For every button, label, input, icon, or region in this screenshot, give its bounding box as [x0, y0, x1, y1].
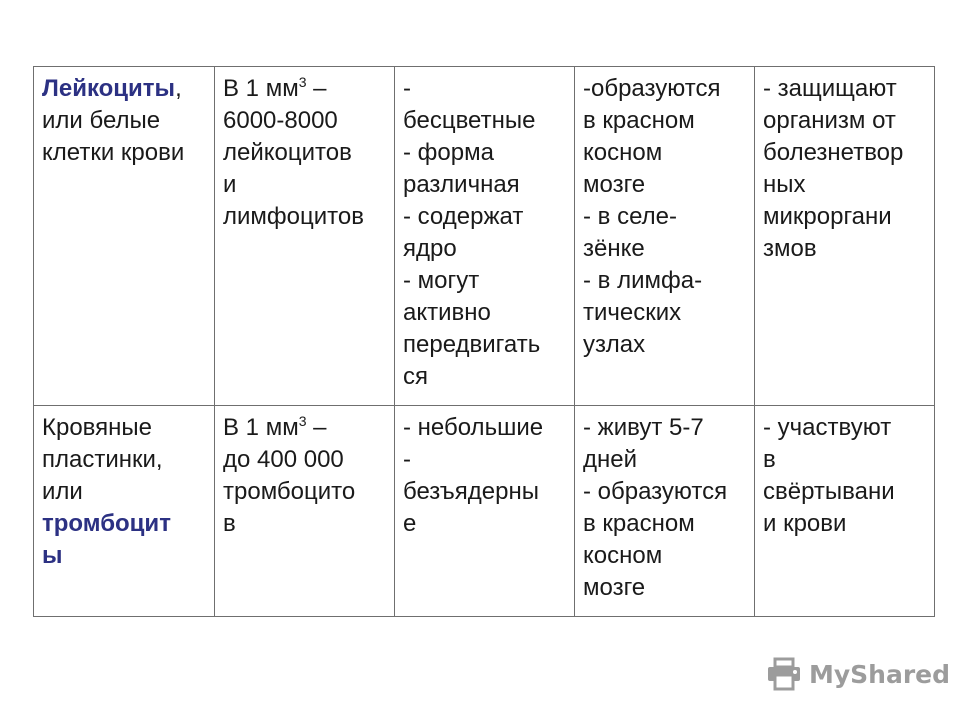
- name-line: [42, 412, 210, 444]
- cell-line: ся: [403, 363, 428, 390]
- cell-line: организм от: [763, 107, 896, 134]
- count-text: в: [223, 510, 236, 537]
- cell-name-accent: ы: [42, 542, 63, 569]
- cell-name-accent: тромбоцит: [42, 510, 171, 537]
- cell-line: - в лимфа-: [583, 267, 703, 294]
- cell-line: бесцветные: [403, 107, 536, 134]
- cell-line: активно: [403, 299, 491, 326]
- count-line: [223, 137, 390, 169]
- count-dash: –: [306, 414, 327, 441]
- cell-name-accent: Лейкоциты: [42, 75, 176, 102]
- cell-line: - форма: [403, 139, 494, 166]
- cell-name-text: пластинки,: [42, 446, 163, 473]
- cell-line: - живут 5-7: [583, 414, 704, 441]
- name-line: [42, 444, 210, 476]
- cell-line: -: [403, 446, 411, 473]
- table-row-thrombocytes: [34, 406, 935, 617]
- cell-line: различная: [403, 171, 520, 198]
- cell-line: ядро: [403, 235, 457, 262]
- name-line: [42, 105, 210, 137]
- name-line: [42, 508, 210, 540]
- cell-line: косном: [583, 542, 663, 569]
- cell-function: [755, 406, 935, 617]
- cell-count: [215, 67, 395, 406]
- cell-name-text: ,: [175, 75, 182, 102]
- cell-name: [34, 406, 215, 617]
- count-text: до 400 000: [223, 446, 344, 473]
- cell-features: [395, 406, 575, 617]
- count-text: тромбоцито: [223, 478, 356, 505]
- table-row-leukocytes: [34, 67, 935, 406]
- name-line: [42, 137, 210, 169]
- cell-line: змов: [763, 235, 817, 262]
- cell-line: тических: [583, 299, 682, 326]
- cell-line: ных: [763, 171, 806, 198]
- cell-line: мозге: [583, 574, 646, 601]
- watermark-text: MyShared: [809, 659, 951, 689]
- name-line: [42, 476, 210, 508]
- cell-line: -образуются: [583, 75, 721, 102]
- cell-line: свёртывани: [763, 478, 895, 505]
- blood-cells-table: [33, 66, 935, 617]
- cell-line: узлах: [583, 331, 646, 358]
- cell-line: в красном: [583, 510, 695, 537]
- cell-formation: [575, 67, 755, 406]
- cell-name-text: или белые: [42, 107, 161, 134]
- count-text: лимфоцитов: [223, 203, 364, 230]
- cell-line: - образуются: [583, 478, 728, 505]
- cell-function: [755, 67, 935, 406]
- count-line: [223, 476, 390, 508]
- count-line: [223, 105, 390, 137]
- cell-line: - в селе-: [583, 203, 677, 230]
- count-text: 6000-8000: [223, 107, 338, 134]
- cell-line: в: [763, 446, 776, 473]
- count-superscript: 3: [298, 413, 307, 429]
- count-line: [223, 412, 390, 444]
- cell-line: в красном: [583, 107, 695, 134]
- name-line: [42, 73, 210, 105]
- count-line: [223, 444, 390, 476]
- cell-line: - могут: [403, 267, 480, 294]
- count-text: лейкоцитов: [223, 139, 352, 166]
- count-line: [223, 201, 390, 233]
- count-dash: –: [306, 75, 327, 102]
- cell-line: косном: [583, 139, 663, 166]
- cell-line: - участвуют: [763, 414, 892, 441]
- cell-line: и крови: [763, 510, 847, 537]
- cell-line: дней: [583, 446, 638, 473]
- count-superscript: 3: [298, 74, 307, 90]
- cell-line: - защищают: [763, 75, 897, 102]
- cell-name-text: Кровяные: [42, 414, 153, 441]
- cell-line: зёнке: [583, 235, 645, 262]
- cell-name-text: или: [42, 478, 83, 505]
- cell-formation: [575, 406, 755, 617]
- cell-line: е: [403, 510, 417, 537]
- cell-name-text: клетки крови: [42, 139, 185, 166]
- cell-line: микроргани: [763, 203, 892, 230]
- name-line: [42, 540, 210, 572]
- cell-line: мозге: [583, 171, 646, 198]
- count-text: В 1 мм: [223, 75, 299, 102]
- cell-name: [34, 67, 215, 406]
- cell-line: - содержат: [403, 203, 524, 230]
- cell-line: болезнетвор: [763, 139, 904, 166]
- watermark: [766, 656, 950, 692]
- printer-icon: [766, 657, 804, 691]
- cell-line: - небольшие: [403, 414, 544, 441]
- cell-line: безъядерны: [403, 478, 539, 505]
- cell-features: [395, 67, 575, 406]
- count-text: В 1 мм: [223, 414, 299, 441]
- cell-line: передвигать: [403, 331, 541, 358]
- cell-count: [215, 406, 395, 617]
- count-line: [223, 508, 390, 540]
- count-line: [223, 73, 390, 105]
- count-text: и: [223, 171, 237, 198]
- cell-line: -: [403, 75, 411, 102]
- count-line: [223, 169, 390, 201]
